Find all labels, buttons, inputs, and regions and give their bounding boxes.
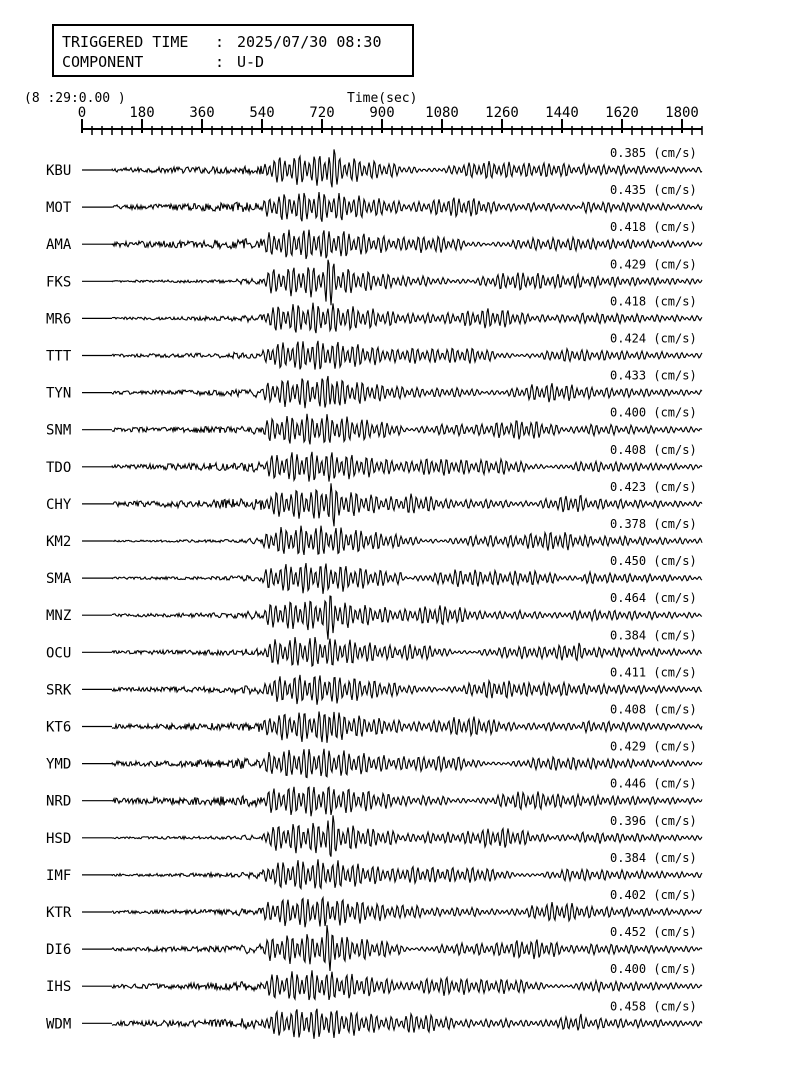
trace-SMA [46, 554, 702, 594]
amplitude-label-KTR: 0.402 (cm/s) [610, 888, 697, 902]
trace-MNZ [46, 591, 702, 639]
station-label-IHS: IHS [46, 979, 72, 996]
station-label-DI6: DI6 [46, 942, 72, 959]
tick-label-180: 180 [129, 105, 155, 121]
traces [46, 146, 702, 1039]
trace-SRK [46, 665, 702, 704]
amplitude-label-OCU: 0.384 (cm/s) [610, 628, 697, 643]
tick-label-900: 900 [369, 105, 395, 121]
amplitude-label-MOT: 0.435 (cm/s) [610, 183, 697, 198]
amplitude-label-MR6: 0.418 (cm/s) [610, 294, 697, 309]
tick-label-540: 540 [249, 105, 275, 121]
trace-MR6 [46, 294, 702, 333]
amplitude-label-MNZ: 0.464 (cm/s) [610, 591, 697, 606]
tick-label-720: 720 [309, 105, 335, 121]
trace-CHY [46, 480, 702, 526]
amplitude-label-FKS: 0.429 (cm/s) [610, 257, 697, 272]
station-label-TYN: TYN [46, 385, 72, 402]
station-label-KM2: KM2 [46, 534, 72, 550]
header-line2-value: U-D [237, 53, 265, 71]
waveform-NRD [112, 787, 702, 816]
amplitude-label-YMD: 0.429 (cm/s) [610, 739, 697, 754]
station-label-HSD: HSD [46, 830, 72, 847]
amplitude-label-SMA: 0.450 (cm/s) [610, 554, 697, 569]
amplitude-label-CHY: 0.423 (cm/s) [610, 479, 697, 494]
amplitude-label-KM2: 0.378 (cm/s) [610, 517, 697, 531]
start-time-label: (8 :29:0.00 ) [24, 91, 126, 106]
trace-KTR [46, 888, 702, 927]
amplitude-label-IHS: 0.400 (cm/s) [610, 962, 697, 977]
trace-KBU [46, 146, 702, 187]
header-line2-key: COMPONENT [62, 53, 144, 71]
tick-label-0: 0 [77, 105, 87, 121]
trace-MOT [46, 183, 702, 222]
trace-TYN [46, 369, 702, 409]
tick-label-1080: 1080 [425, 105, 459, 121]
header-line1-key: TRIGGERED TIME [62, 33, 189, 51]
tick-label-1800: 1800 [665, 105, 699, 121]
amplitude-label-WDM: 0.458 (cm/s) [610, 999, 697, 1014]
header-line1-separator: : [215, 33, 225, 51]
station-label-OCU: OCU [46, 645, 72, 662]
station-label-CHY: CHY [46, 496, 72, 513]
amplitude-label-HSD: 0.396 (cm/s) [610, 813, 697, 828]
amplitude-label-TYN: 0.433 (cm/s) [610, 368, 697, 383]
tick-label-1260: 1260 [485, 105, 519, 121]
station-label-SMA: SMA [46, 571, 72, 588]
trace-OCU [46, 628, 702, 666]
amplitude-label-TTT: 0.424 (cm/s) [610, 331, 697, 346]
header-box [53, 25, 413, 76]
station-label-NRD: NRD [46, 793, 72, 810]
station-label-MR6: MR6 [46, 311, 72, 328]
station-label-KT6: KT6 [46, 719, 72, 736]
trace-SNM [46, 406, 702, 445]
amplitude-label-KT6: 0.408 (cm/s) [610, 702, 697, 717]
station-label-IMF: IMF [46, 867, 72, 884]
station-label-MOT: MOT [46, 200, 72, 217]
station-label-SRK: SRK [46, 682, 72, 699]
time-axis [78, 105, 702, 135]
trace-FKS [46, 257, 702, 305]
tick-label-1620: 1620 [605, 105, 639, 121]
station-label-MNZ: MNZ [46, 608, 72, 625]
station-label-WDM: WDM [46, 1016, 72, 1033]
amplitude-label-TDO: 0.408 (cm/s) [610, 442, 697, 457]
station-label-TDO: TDO [46, 459, 72, 476]
station-label-FKS: FKS [46, 274, 72, 291]
tick-label-1440: 1440 [545, 105, 579, 121]
station-label-YMD: YMD [46, 756, 72, 773]
trace-HSD [46, 814, 702, 857]
waveform-KTR [112, 898, 702, 927]
trace-DI6 [46, 925, 702, 971]
amplitude-label-KBU: 0.385 (cm/s) [610, 146, 697, 160]
tick-label-360: 360 [189, 105, 215, 121]
station-label-AMA: AMA [46, 237, 72, 254]
trace-NRD [46, 777, 702, 817]
x-axis-label: Time(sec) [347, 91, 418, 106]
station-label-SNM: SNM [46, 422, 72, 439]
station-label-KBU: KBU [46, 163, 72, 179]
trace-AMA [46, 220, 702, 259]
trace-KM2 [46, 517, 702, 555]
trace-YMD [46, 740, 702, 778]
header-line1-value: 2025/07/30 08:30 [237, 33, 382, 51]
trace-TDO [46, 443, 702, 482]
trace-TTT [46, 332, 702, 370]
trace-IHS [46, 962, 702, 1000]
station-label-KTR: KTR [46, 905, 72, 921]
amplitude-label-IMF: 0.384 (cm/s) [610, 850, 697, 865]
amplitude-label-AMA: 0.418 (cm/s) [610, 220, 697, 235]
trace-WDM [46, 999, 702, 1039]
amplitude-label-SRK: 0.411 (cm/s) [610, 665, 697, 680]
station-label-TTT: TTT [46, 348, 72, 365]
trace-IMF [46, 851, 702, 889]
amplitude-label-DI6: 0.452 (cm/s) [610, 925, 697, 940]
header-line2-separator: : [215, 53, 225, 71]
trace-KT6 [46, 703, 702, 743]
amplitude-label-NRD: 0.446 (cm/s) [610, 776, 697, 791]
amplitude-label-SNM: 0.400 (cm/s) [610, 405, 697, 420]
